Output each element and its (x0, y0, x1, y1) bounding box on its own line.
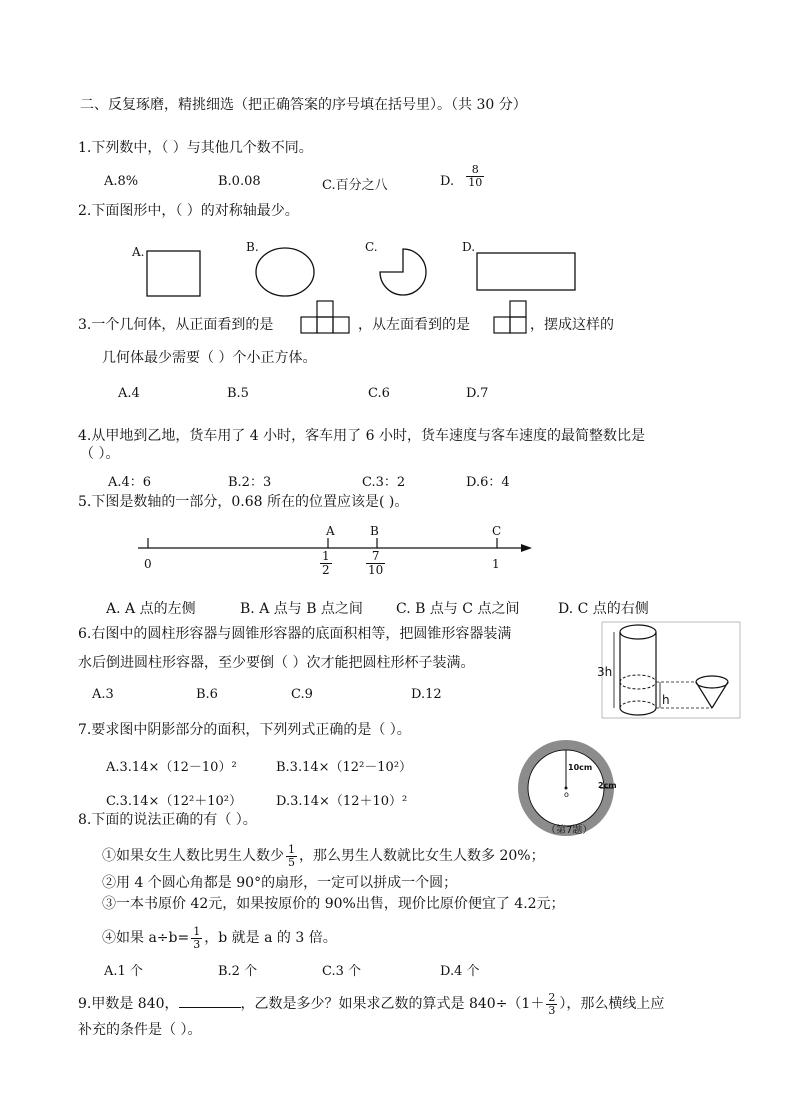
q3-option-c[interactable]: C.6 (368, 386, 390, 401)
q8-stem: 8.下面的说法正确的有（ ）。 (78, 812, 257, 828)
q9-part3: ），那么横线上应 (559, 996, 665, 1013)
q6-stem-line2: 水后倒进圆柱形容器，至少要倒（ ）次才能把圆柱形杯子装满。 (78, 655, 475, 671)
q6-option-a[interactable]: A.3 (92, 687, 114, 702)
q8-s1-frac-num: 1 (288, 843, 295, 856)
q2-label-d[interactable]: D. (462, 240, 476, 254)
q2-stem: 2.下面图形中，（ ）的对称轴最少。 (78, 203, 299, 219)
q5-number-line (0, 520, 790, 590)
q7-stem: 7.要求图中阴影部分的面积，下列列式正确的是（ ）。 (78, 722, 411, 738)
q8-s1-part2: ，那么男生人数就比女生人数多 20%； (299, 848, 545, 865)
q8-statement-4 (102, 926, 337, 950)
q3-stem-part2: ，从左面看到的是 (358, 317, 470, 333)
q2-square-shape (147, 251, 200, 296)
q3-option-d[interactable]: D.7 (466, 386, 489, 401)
q2-label-a[interactable]: A. (132, 245, 145, 259)
q3-stem-part3: ，摆成这样的 (530, 317, 614, 333)
q4-option-a[interactable]: A.4：6 (108, 475, 152, 490)
q7-option-d[interactable]: D.3.14×（12＋10）² (276, 794, 408, 809)
q4-stem: 4.从甲地到乙地，货车用了 4 小时，客车用了 6 小时，货车速度与客车速度的最简整数比是 (78, 428, 645, 444)
q1-option-b[interactable]: B.0.08 (218, 174, 261, 189)
q3-front-view-icon (301, 300, 353, 334)
q5-option-b[interactable]: B. A 点与 B 点之间 (240, 601, 363, 617)
q2-ellipse-shape (256, 248, 314, 296)
q2-label-c[interactable]: C. (365, 240, 378, 254)
q7-option-a[interactable]: A.3.14×（12－10）² (106, 760, 237, 775)
q4-stem-line2: （ ）。 (80, 446, 120, 462)
q5-point-b: B (370, 524, 379, 538)
q9-answer-blank[interactable] (179, 994, 241, 1008)
q2-label-b[interactable]: B. (246, 240, 259, 254)
q8-s1-fraction (286, 844, 297, 868)
q9-frac-num: 2 (548, 991, 556, 1004)
q7-fig-center-label: o (564, 790, 569, 799)
q8-statement-1 (102, 844, 545, 868)
q8-s1-part1: ①如果女生人数比男生人数少 (102, 848, 284, 865)
q5-point-a: A (326, 524, 335, 538)
number-line-arrow-icon (521, 544, 532, 552)
q9-part1: 9.甲数是 840， (78, 996, 179, 1013)
q3-option-a[interactable]: A.4 (118, 386, 140, 401)
q6-fig-label-h: h (662, 693, 670, 707)
q2-pacman-shape (380, 249, 426, 295)
q8-s1-frac-den: 5 (288, 855, 295, 869)
q1-frac-den: 10 (468, 176, 483, 189)
q8-s4-fraction (191, 926, 202, 950)
q3-option-b[interactable]: B.5 (227, 386, 249, 401)
q5-half-num: 1 (322, 549, 330, 563)
q5-option-c[interactable]: C. B 点与 C 点之间 (396, 601, 520, 617)
q8-statement-3: ③一本书原价 42元，如果按原价的 90%出售，现价比原价便宜了 4.2元； (102, 896, 565, 912)
q8-s4-frac-den: 3 (193, 937, 201, 951)
q7-option-b[interactable]: B.3.14×（12²－10²） (276, 760, 413, 775)
q1-option-d-label: D. (440, 174, 455, 189)
q6-option-c[interactable]: C.9 (291, 687, 313, 702)
q6-option-b[interactable]: B.6 (196, 687, 218, 702)
q5-option-d[interactable]: D. C 点的右侧 (558, 601, 649, 617)
q1-option-c[interactable]: C.百分之八 (322, 178, 388, 193)
q5-half-den: 2 (322, 562, 330, 577)
q9-stem (78, 992, 664, 1016)
q5-label-zero: 0 (144, 557, 152, 571)
q5-stem: 5.下图是数轴的一部分，0.68 所在的位置应该是( )。 (78, 494, 409, 510)
q5-label-one: 1 (492, 557, 500, 571)
q4-option-d[interactable]: D.6：4 (466, 475, 510, 490)
q1-stem: 1.下列数中，（ ）与其他几个数不同。 (78, 140, 313, 156)
q6-fig-label-3h: 3h (597, 665, 613, 679)
q9-fraction (546, 992, 557, 1016)
q8-option-b[interactable]: B.2 个 (218, 964, 258, 979)
q7-fig-width-label: 2cm (598, 781, 617, 790)
q7-option-c[interactable]: C.3.14×（12²＋10²） (106, 794, 242, 809)
q8-s4-part1: ④如果 a÷b= (102, 930, 190, 947)
q9-part2: ，乙数是多少？如果求乙数的算式是 840÷（1＋ (240, 996, 545, 1013)
q7-fig-radius-label: 10cm (568, 763, 593, 772)
q9-frac-den: 3 (548, 1003, 556, 1017)
q5-seven-tenths-fraction (366, 550, 385, 576)
q5-point-c: C (492, 524, 502, 538)
q8-s4-frac-num: 1 (193, 925, 201, 938)
q5-option-a[interactable]: A. A 点的左侧 (106, 601, 196, 617)
section-title: 二、反复琢磨，精挑细选（把正确答案的序号填在括号里）。（共 30 分） (80, 97, 527, 113)
q8-option-c[interactable]: C.3 个 (322, 964, 362, 979)
q5-half-fraction (320, 550, 332, 576)
q3-left-view-icon (494, 300, 528, 334)
q8-option-d[interactable]: D.4 个 (440, 964, 480, 979)
q3-stem-part1: 3.一个几何体，从正面看到的是 (78, 317, 274, 333)
q2-shapes (0, 0, 790, 320)
q1-frac-num: 8 (466, 164, 484, 177)
q7-fig-caption: （第7题） (546, 825, 593, 836)
q5-seven-tenths-num: 7 (366, 550, 385, 564)
q6-option-d[interactable]: D.12 (411, 687, 442, 702)
q1-option-a[interactable]: A.8% (104, 174, 139, 189)
q4-option-b[interactable]: B.2：3 (228, 475, 272, 490)
q9-stem-line2: 补充的条件是（ ）。 (78, 1022, 202, 1038)
q5-seven-tenths-den: 10 (368, 562, 384, 577)
q8-statement-2: ②用 4 个圆心角都是 90°的扇形，一定可以拼成一个圆； (102, 875, 458, 891)
q2-rectangle-shape (477, 253, 575, 290)
q8-option-a[interactable]: A.1 个 (104, 964, 143, 979)
q3-stem-line2: 几何体最少需要（ ）个小正方体。 (102, 350, 317, 366)
q6-cylinder-cone-figure (600, 620, 750, 720)
q8-s4-part2: ，b 就是 a 的 3 倍。 (204, 930, 337, 947)
q4-option-c[interactable]: C.3：2 (362, 475, 406, 490)
q6-stem: 6.右图中的圆柱形容器与圆锥形容器的底面积相等，把圆锥形容器装满 (78, 626, 512, 642)
